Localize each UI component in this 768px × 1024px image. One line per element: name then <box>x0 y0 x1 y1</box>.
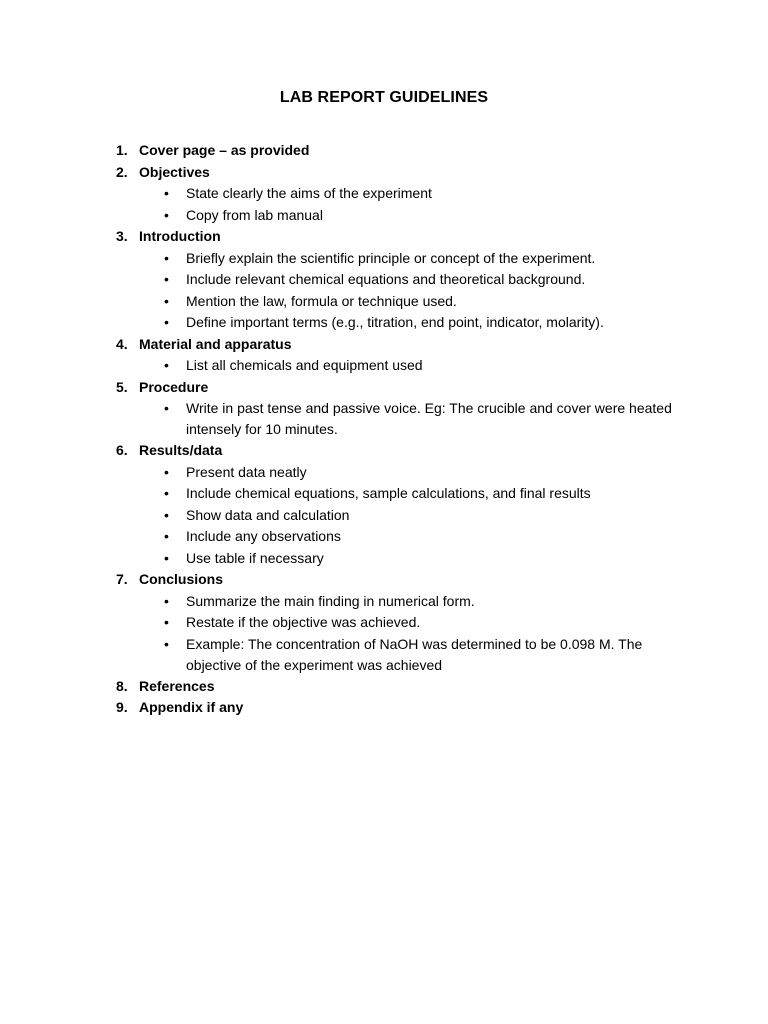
section-number: 4. <box>116 335 128 352</box>
section-heading <box>0 162 768 184</box>
section-label: References <box>139 677 215 694</box>
section-heading <box>0 377 768 399</box>
guideline-sections-list <box>0 140 768 719</box>
bullet-icon: • <box>164 506 169 523</box>
bullet-icon: • <box>164 614 169 630</box>
bullet-item <box>0 398 768 440</box>
section-label: Cover page – as provided <box>139 142 310 158</box>
section-heading <box>0 140 768 162</box>
bullet-item <box>0 526 768 548</box>
bullet-text: Summarize the main finding in numerical form. <box>186 592 475 609</box>
bullet-list <box>0 183 768 226</box>
bullet-text: Include chemical equations, sample calculations, and final results <box>186 485 591 501</box>
bullet-list <box>0 248 768 334</box>
section-label: Introduction <box>139 228 221 244</box>
bullet-icon: • <box>164 185 169 201</box>
section-label: Procedure <box>139 378 209 395</box>
bullet-text: State clearly the aims of the experiment <box>186 185 432 201</box>
guideline-section <box>0 377 768 441</box>
bullet-text: Show data and calculation <box>186 506 350 523</box>
section-number: 1. <box>116 142 128 158</box>
bullet-item <box>0 548 768 570</box>
section-number: 2. <box>116 163 128 180</box>
bullet-icon: • <box>164 463 169 480</box>
section-label: Objectives <box>139 163 210 180</box>
guideline-section <box>0 569 768 676</box>
page-title: LAB REPORT GUIDELINES <box>279 89 489 106</box>
section-heading <box>0 697 768 719</box>
bullet-text: Mention the law, formula or technique used. <box>186 292 457 309</box>
section-label: Appendix if any <box>139 699 244 715</box>
section-number: 3. <box>116 228 128 244</box>
bullet-item <box>0 634 768 676</box>
section-heading <box>0 226 768 248</box>
section-number: 6. <box>116 442 128 458</box>
guideline-section <box>0 162 768 227</box>
bullet-list <box>0 355 768 377</box>
bullet-icon: • <box>164 549 169 566</box>
section-heading <box>0 334 768 356</box>
bullet-text: Briefly explain the scientific principle or concept of the experiment. <box>186 249 596 266</box>
bullet-text: Include any observations <box>186 528 341 544</box>
bullet-item <box>0 505 768 527</box>
bullet-text: List all chemicals and equipment used <box>186 357 423 373</box>
bullet-icon: • <box>164 635 169 652</box>
section-number: 9. <box>116 699 128 715</box>
guideline-section <box>0 140 768 162</box>
bullet-list <box>0 462 768 570</box>
bullet-list <box>0 398 768 440</box>
bullet-item <box>0 269 768 291</box>
section-label: Results/data <box>139 442 223 458</box>
guideline-section <box>0 334 768 377</box>
guideline-section <box>0 697 768 719</box>
bullet-item <box>0 205 768 227</box>
section-number: 7. <box>116 571 128 587</box>
bullet-item <box>0 291 768 313</box>
guideline-section <box>0 676 768 698</box>
bullet-icon: • <box>164 314 169 330</box>
bullet-text: Include relevant chemical equations and theoretical background. <box>186 271 586 287</box>
bullet-text: Present data neatly <box>186 463 307 480</box>
section-label: Material and apparatus <box>139 335 292 352</box>
bullet-item <box>0 248 768 270</box>
bullet-item <box>0 355 768 377</box>
bullet-icon: • <box>164 400 169 416</box>
bullet-list <box>0 591 768 676</box>
bullet-text: Write in past tense and passive voice. Eg: The crucible and cover were heated intensely for 10 minutes. <box>186 400 672 437</box>
section-heading <box>0 440 768 462</box>
bullet-item <box>0 591 768 613</box>
bullet-text: Restate if the objective was achieved. <box>186 614 421 630</box>
section-number: 8. <box>116 677 128 694</box>
bullet-icon: • <box>164 249 169 266</box>
bullet-text: Define important terms (e.g., titration, end point, indicator, molarity). <box>186 314 604 330</box>
guideline-section <box>0 440 768 569</box>
bullet-item <box>0 312 768 334</box>
bullet-icon: • <box>164 206 169 223</box>
section-heading <box>0 569 768 591</box>
bullet-text: Use table if necessary <box>186 549 324 566</box>
bullet-icon: • <box>164 528 169 544</box>
bullet-item <box>0 483 768 505</box>
bullet-item <box>0 612 768 634</box>
bullet-icon: • <box>164 271 169 287</box>
bullet-icon: • <box>164 357 169 373</box>
section-label: Conclusions <box>139 571 224 587</box>
section-number: 5. <box>116 378 128 395</box>
bullet-icon: • <box>164 592 169 609</box>
guideline-section <box>0 226 768 334</box>
bullet-item <box>0 462 768 484</box>
bullet-text: Example: The concentration of NaOH was determined to be 0.098 M. The objective of the experiment was achieved <box>186 635 643 673</box>
bullet-icon: • <box>164 485 169 501</box>
bullet-item <box>0 183 768 205</box>
bullet-icon: • <box>164 292 169 309</box>
section-heading <box>0 676 768 698</box>
bullet-text: Copy from lab manual <box>186 206 323 223</box>
